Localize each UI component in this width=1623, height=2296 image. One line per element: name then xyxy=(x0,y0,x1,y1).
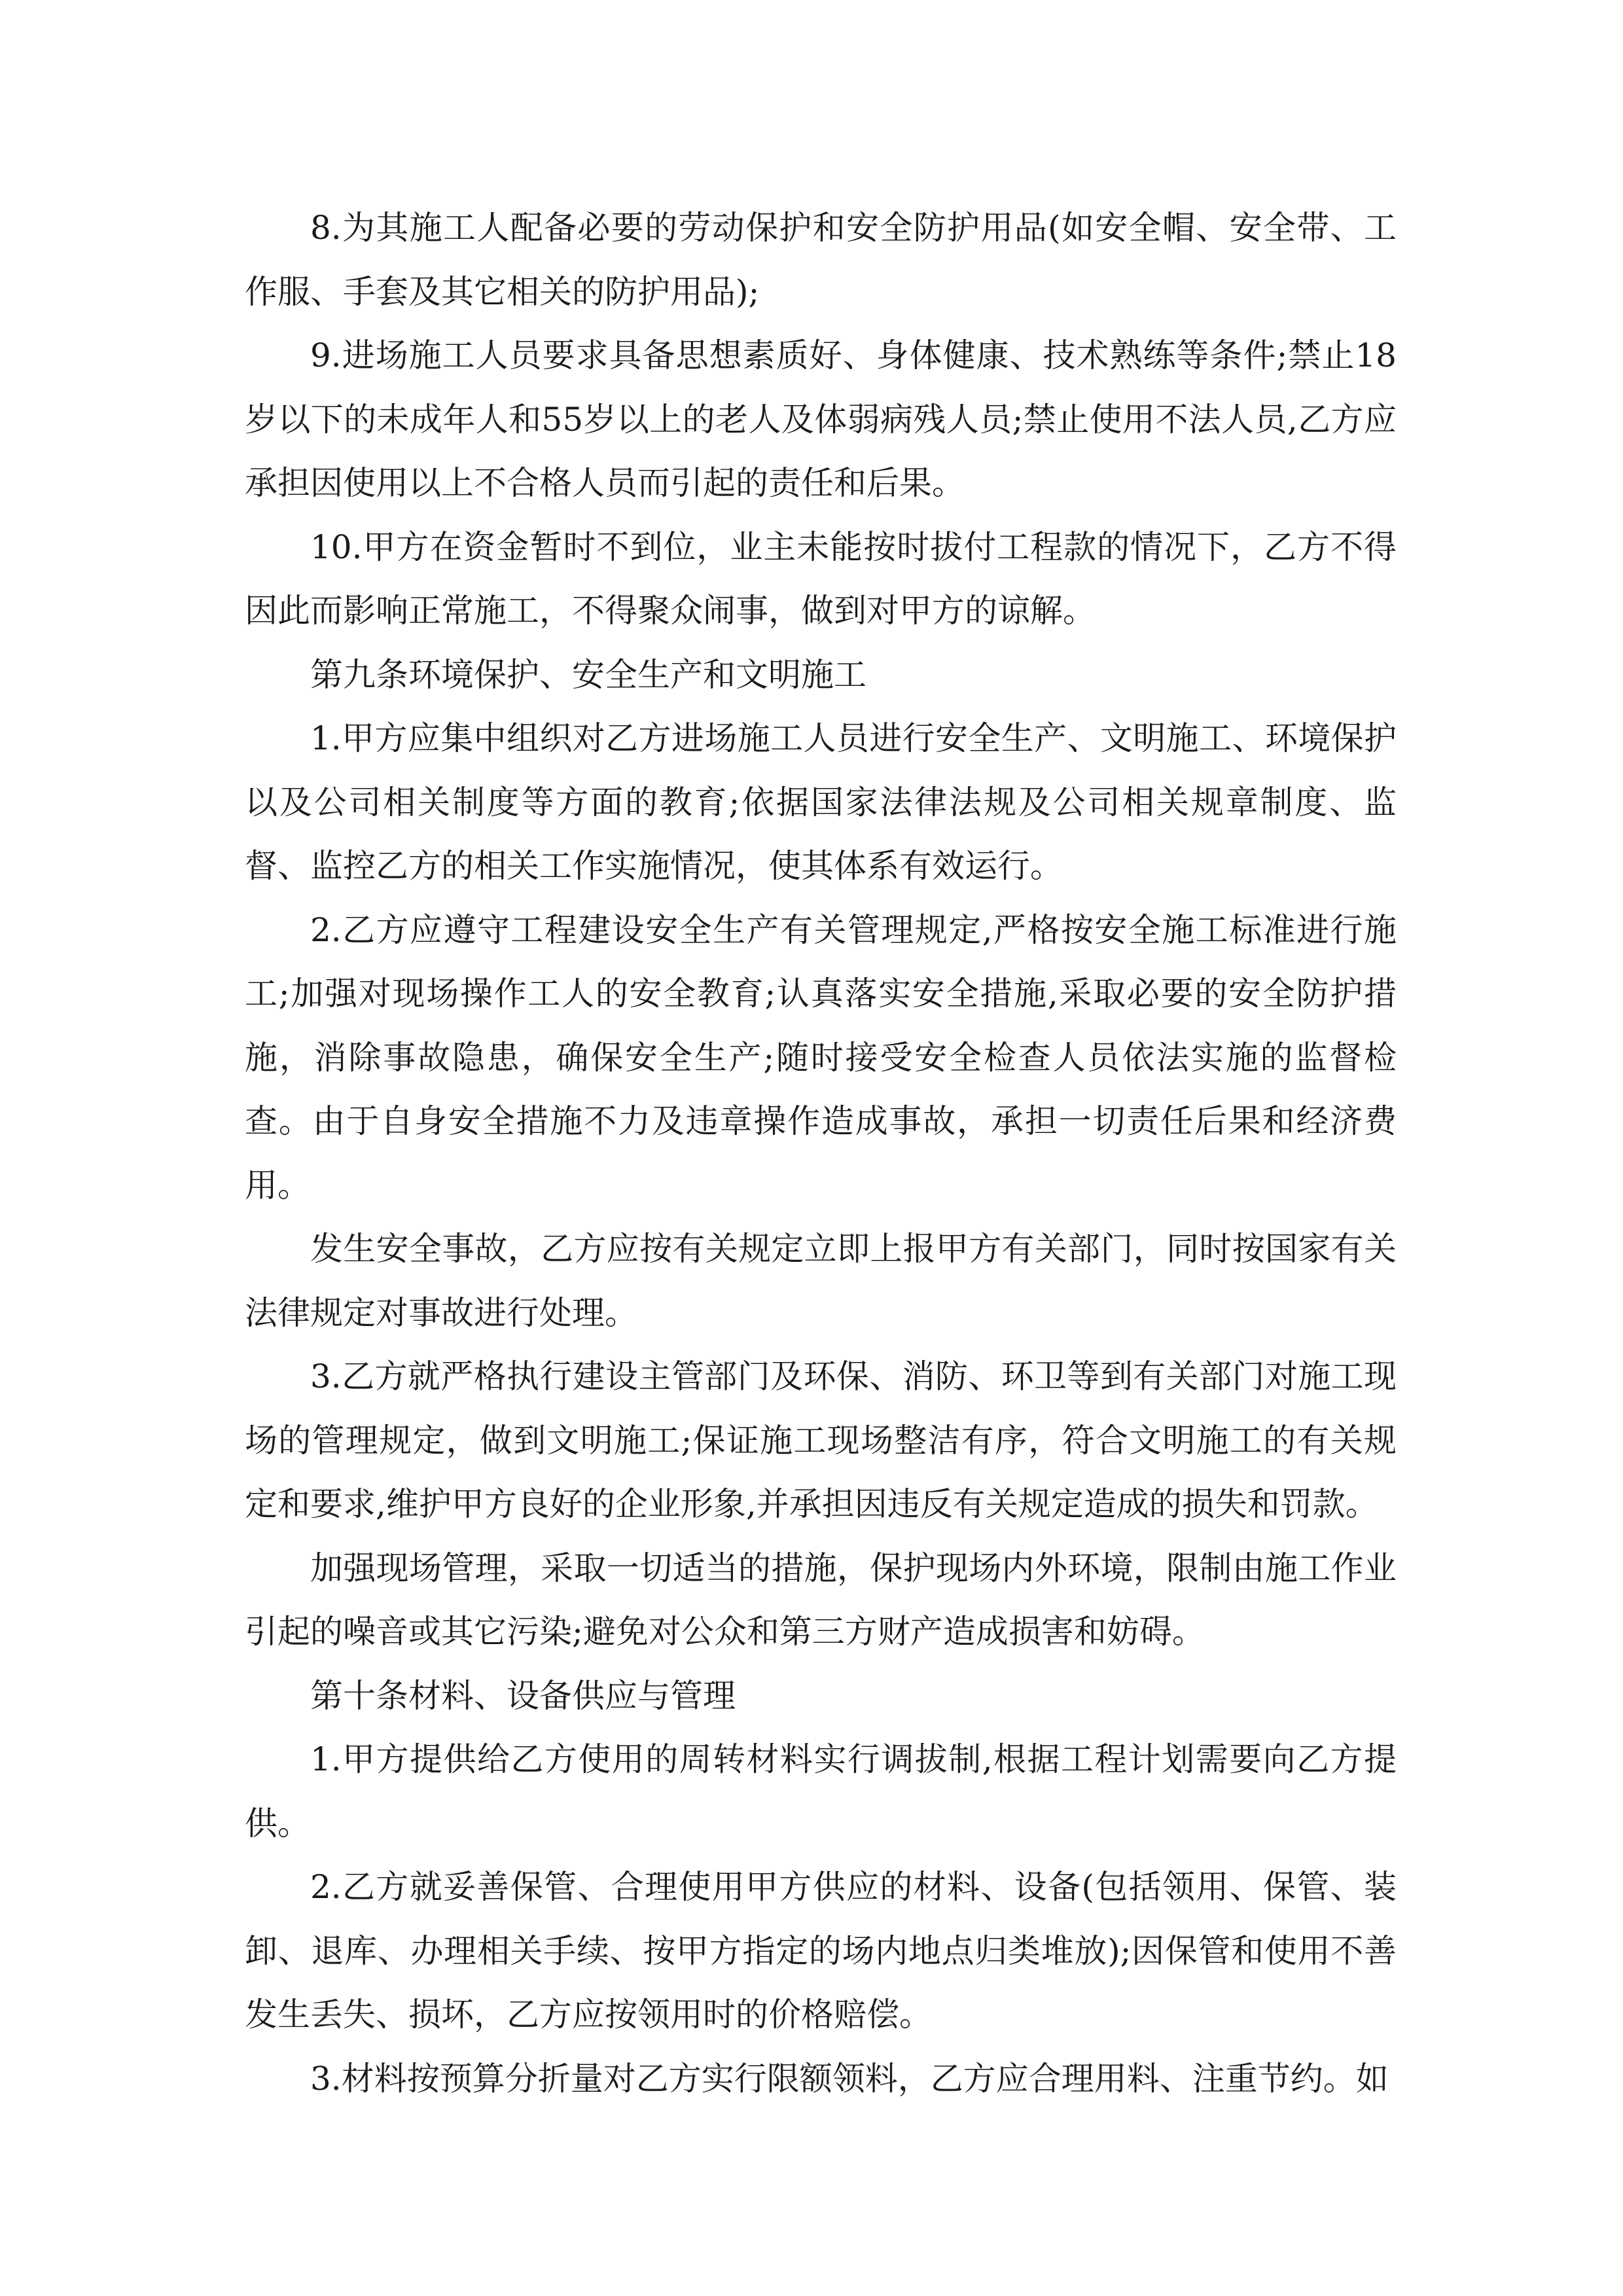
paragraph-item-8-ppe: 8.为其施工人配备必要的劳动保护和安全防护用品(如安全帽、安全带、工作服、手套及其它相关的防护用品); xyxy=(245,209,1397,311)
paragraph-article-10-item-2: 2.乙方就妥善保管、合理使用甲方供应的材料、设备(包括领用、保管、装卸、退库、办理相关手续、按甲方指定的场内地点归类堆放);因保管和使用不善发生丢失、损坏，乙方应按领用时的价格赔偿。 xyxy=(245,1868,1397,2034)
paragraph-article-10-item-1: 1.甲方提供给乙方使用的周转材料实行调拔制,根据工程计划需要向乙方提供。 xyxy=(245,1740,1397,1842)
article-9-heading: 第九条环境保护、安全生产和文明施工 xyxy=(310,655,866,694)
paragraph-item-10-funding: 10.甲方在资金暂时不到位，业主未能按时拔付工程款的情况下，乙方不得因此而影响正常施工，不得聚众闹事，做到对甲方的谅解。 xyxy=(245,528,1397,630)
paragraph-accident-report: 发生安全事故，乙方应按有关规定立即上报甲方有关部门，同时按国家有关法律规定对事故进行处理。 xyxy=(245,1230,1397,1332)
paragraph-site-management: 加强现场管理，采取一切适当的措施，保护现场内外环境，限制由施工作业引起的噪音或其它污染;避免对公众和第三方财产造成损害和妨碍。 xyxy=(245,1549,1397,1651)
paragraph-article-10-item-3: 3.材料按预算分折量对乙方实行限额领料，乙方应合理用料、注重节约。如 xyxy=(310,2059,1389,2098)
paragraph-article-9-item-1: 1.甲方应集中组织对乙方进场施工人员进行安全生产、文明施工、环境保护以及公司相关制度等方面的教育;依据国家法律法规及公司相关规章制度、监督、监控乙方的相关工作实施情况，使其体系有效运行。 xyxy=(245,719,1397,885)
document-body xyxy=(245,196,1397,2111)
article-10-heading: 第十条材料、设备供应与管理 xyxy=(310,1676,736,1715)
paragraph-item-9-personnel: 9.进场施工人员要求具备思想素质好、身体健康、技术熟练等条件;禁止18岁以下的未成年人和55岁以上的老人及体弱病残人员;禁止使用不法人员,乙方应承担因使用以上不合格人员而引起的责任和后果。 xyxy=(245,336,1397,502)
paragraph-article-9-item-2: 2.乙方应遵守工程建设安全生产有关管理规定,严格按安全施工标准进行施工;加强对现场操作工人的安全教育;认真落实安全措施,采取必要的安全防护措施，消除事故隐患，确保安全生产;随时接受安全检查人员依法实施的监督检查。由于自身安全措施不力及违章操作造成事故，承担一切责任后果和经济费用。 xyxy=(245,910,1397,1204)
paragraph-article-9-item-3: 3.乙方就严格执行建设主管部门及环保、消防、环卫等到有关部门对施工现场的管理规定，做到文明施工;保证施工现场整洁有序，符合文明施工的有关规定和要求,维护甲方良好的企业形象,并承担因违反有关规定造成的损失和罚款。 xyxy=(245,1357,1397,1523)
